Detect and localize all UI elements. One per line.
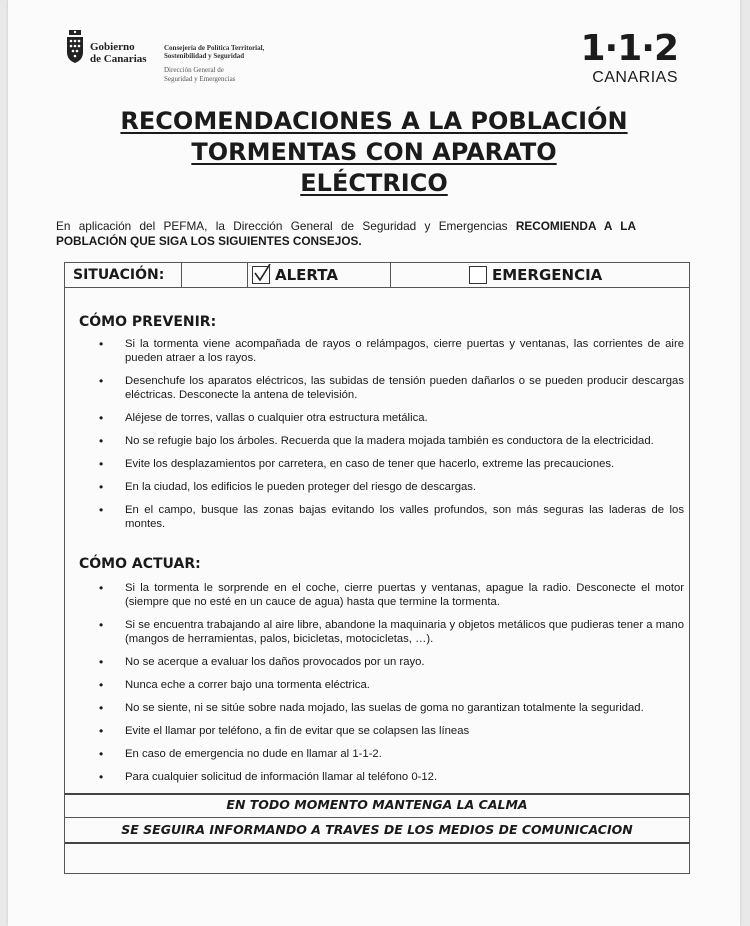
- prevenir-item: • Si la tormenta viene acompañada de rayos o relámpagos, cierre puertas y ventanas, las corrientes de aire pueden atraer a los rayos.: [99, 337, 684, 365]
- gobierno-line2: de Canarias: [90, 53, 147, 65]
- document-header: [8, 0, 740, 100]
- prevenir-item: • No se refugie bajo los árboles. Recuerda que la madera mojada también es conductora de la electricidad.: [99, 434, 684, 448]
- brand-number: 1·1·2: [580, 28, 678, 69]
- alerta-checkbox[interactable]: [252, 266, 270, 284]
- check-icon: [253, 264, 271, 282]
- emergencia-cell: [391, 263, 688, 287]
- prevenir-list: [99, 337, 684, 531]
- calma-notice: EN TODO MOMENTO MANTENGA LA CALMA: [226, 797, 528, 812]
- actuar-heading: CÓMO ACTUAR:: [79, 556, 201, 572]
- prevenir-item: • Desenchufe los aparatos eléctricos, las subidas de tensión pueden dañarlos o se pueden producir descargas eléctricas. Desconecte la antena de televisión.: [99, 374, 684, 402]
- canarias-coat-of-arms-icon: [64, 30, 86, 64]
- situacion-row: [65, 263, 689, 288]
- gobierno-line1: Gobierno: [90, 41, 135, 53]
- title-line1: RECOMENDACIONES A LA POBLACIÓN: [120, 107, 628, 135]
- brand-region: CANARIAS: [592, 69, 678, 86]
- intro-paragraph: [56, 219, 636, 249]
- intro-text: En aplicación del PEFMA, la Dirección General de Seguridad y Emergencias: [56, 219, 516, 233]
- actuar-item: • Evite el llamar por teléfono, a fin de evitar que se colapsen las líneas: [99, 724, 684, 738]
- situacion-label: SITUACIÓN:: [65, 263, 182, 287]
- prevenir-item: • En la ciudad, los edificios le pueden proteger del riesgo de descargas.: [99, 480, 684, 494]
- consejeria-line1: Consejería de Política Territorial,: [164, 44, 265, 52]
- prevenir-item: • En el campo, busque las zonas bajas evitando los valles profundos, son más seguras las laderas de los montes.: [99, 503, 684, 531]
- title-line3: ELÉCTRICO: [300, 169, 448, 197]
- direccion-line2: Seguridad y Emergencias: [164, 74, 236, 83]
- actuar-item: • Para cualquier solicitud de información llamar al teléfono 0-12.: [99, 770, 684, 784]
- prevenir-item: • Evite los desplazamientos por carretera, en caso de tener que hacerlo, extreme las precauciones.: [99, 457, 684, 471]
- recommendations-box: [64, 262, 690, 874]
- prevenir-item: • Aléjese de torres, vallas o cualquier otra estructura metálica.: [99, 411, 684, 425]
- document-page: [8, 0, 740, 926]
- actuar-item: • Si la tormenta le sorprende en el coche, cierre puertas y ventanas, apague la radio. Desconecte el motor (siempre que no esté en un cauce de agua) hasta que termine la tormenta.: [99, 581, 684, 609]
- actuar-item: • En caso de emergencia no dude en llamar al 1-1-2.: [99, 747, 684, 761]
- situacion-blank-cell: [181, 263, 248, 287]
- document-title: [8, 106, 740, 199]
- consejeria-line2: Sostenibilidad y Seguridad: [164, 52, 245, 60]
- direccion-general-name: [164, 66, 235, 83]
- gobierno-name: [90, 41, 147, 65]
- footer-bottom-divider: [65, 842, 689, 844]
- informando-notice: SE SEGUIRA INFORMANDO A TRAVES DE LOS MEDIOS DE COMUNICACION: [121, 822, 633, 837]
- intro-bold-text: RECOMIENDA A LA POBLACIÓN QUE SIGA LOS SIGUIENTES CONSEJOS.: [56, 219, 636, 248]
- alerta-label: ALERTA: [275, 266, 338, 284]
- emergency-112-logo: [581, 30, 679, 86]
- title-line2: TORMENTAS CON APARATO: [191, 138, 557, 166]
- consejeria-name: [164, 44, 264, 60]
- alerta-cell: [248, 263, 391, 287]
- actuar-item: • No se acerque a evaluar los daños provocados por un rayo.: [99, 655, 684, 669]
- footer-mid-divider: [65, 817, 689, 818]
- emergencia-label: EMERGENCIA: [492, 266, 603, 284]
- direccion-line1: Dirección General de: [164, 66, 224, 74]
- actuar-item: • No se siente, ni se sitúe sobre nada mojado, las suelas de goma no garantizan totalmente la seguridad.: [99, 701, 684, 715]
- actuar-item: • Si se encuentra trabajando al aire libre, abandone la maquinaria y objetos metálicos que pudieras tener a mano (mangos de herramientas, palos, bicicletas, motocicletas, …).: [99, 618, 684, 646]
- actuar-item: • Nunca eche a correr bajo una tormenta eléctrica.: [99, 678, 684, 692]
- prevenir-heading: CÓMO PREVENIR:: [79, 314, 217, 330]
- actuar-list: [99, 581, 684, 784]
- emergencia-checkbox[interactable]: [469, 266, 487, 284]
